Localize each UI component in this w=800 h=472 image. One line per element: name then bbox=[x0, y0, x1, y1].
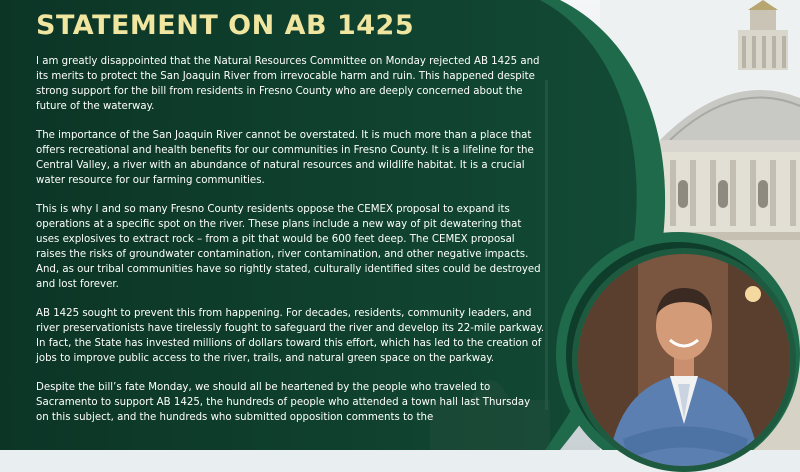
paragraph-4: AB 1425 sought to prevent this from happening. For decades, residents, community leaders, and river preservationists have tirelessly fought to safeguard the river and develop its 22-mile parkway. In fact, the State has invested millions of dollars toward this effort, which has led to the creation of jobs to improve public access to the river, trails, and natural green space on the parkway. bbox=[36, 308, 545, 365]
paragraph-2: The importance of the San Joaquin River cannot be overstated. It is much more than a place that offers recreational and health benefits for our communities in Fresno County. It is a lifeline for the Central Valley, a river with an abundance of natural resources and wildlife habitat. It is a crucial water resource for our farming communities. bbox=[36, 130, 534, 187]
paragraph-1: I am greatly disappointed that the Natural Resources Committee on Monday rejected AB 1425 and its merits to protect the San Joaquin River from irrevocable harm and ruin. This happened despite strong support for the bill from residents in Fresno County who are deeply concerned about the future of the waterway. bbox=[36, 56, 540, 113]
speaker-portrait bbox=[572, 248, 796, 472]
person-photo-icon bbox=[578, 254, 790, 466]
paragraph-3: This is why I and so many Fresno County residents oppose the CEMEX proposal to expand its operations at a specific spot on the river. These plans include a new way of pit dewatering that uses explosives to extract rock – from a pit that would be 600 feet deep. The CEMEX proposal raises the risks of groundwater contamination, river contamination, and other negative impacts. And, as our tribal communities have so rightly stated, culturally identified sites could be destroyed and lost forever. bbox=[36, 204, 541, 291]
statement-title: STATEMENT ON AB 1425 bbox=[36, 10, 415, 41]
paragraph-5: Despite the bill’s fate Monday, we should all be heartened by the people who traveled to Sacramento to support AB 1425, the hundreds of people who attended a town hall last Thursday on this subject, and the hundreds who submitted opposition comments to the bbox=[36, 382, 531, 424]
statement-document bbox=[36, 10, 546, 439]
